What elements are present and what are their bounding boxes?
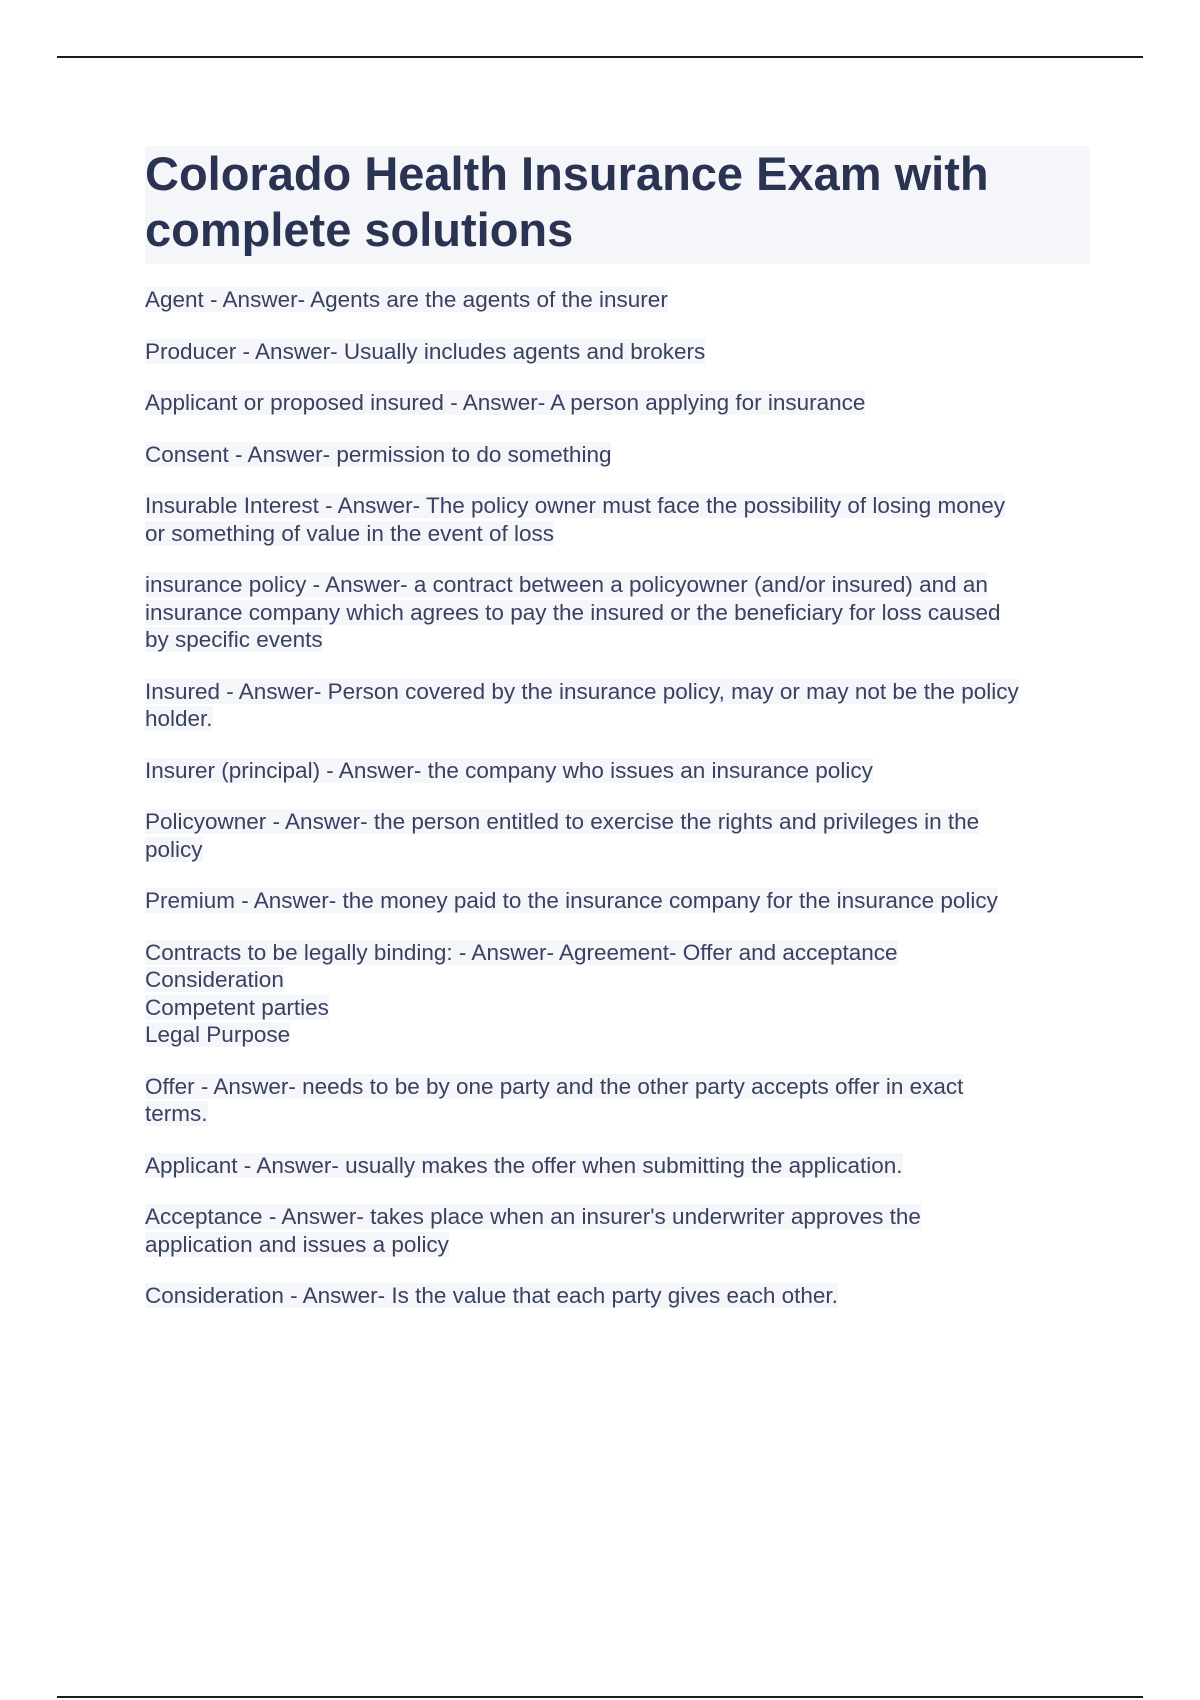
qa-item-text: insurance policy - Answer- a contract between a policyowner (and/or insured) and an insurance company which agrees to pay the insured or the beneficiary for loss caused by specific events	[145, 572, 1001, 652]
bottom-rule	[57, 1696, 1143, 1698]
qa-item	[145, 286, 1090, 314]
qa-item-text: Policyowner - Answer- the person entitled to exercise the rights and privileges in the policy	[145, 809, 980, 862]
document-body	[145, 146, 1090, 1334]
qa-item	[145, 678, 1090, 733]
qa-item	[145, 1282, 1090, 1310]
qa-item-text: Applicant or proposed insured - Answer- A person applying for insurance	[145, 390, 866, 415]
qa-item	[145, 441, 1090, 469]
qa-item	[145, 338, 1090, 366]
qa-item-text: Producer - Answer- Usually includes agents and brokers	[145, 338, 706, 364]
qa-item	[145, 389, 1090, 417]
qa-item	[145, 492, 1090, 547]
qa-item	[145, 808, 1090, 863]
qa-item-text: Premium - Answer- the money paid to the insurance company for the insurance policy	[145, 888, 998, 913]
qa-item-text: Contracts to be legally binding: - Answer- Agreement- Offer and acceptance Consideration Competent parties Legal Purpose	[145, 939, 898, 1047]
qa-item-text: Insured - Answer- Person covered by the insurance policy, may or may not be the policy holder.	[145, 678, 1019, 731]
qa-item	[145, 571, 1090, 654]
qa-item	[145, 1152, 1090, 1180]
qa-list	[145, 286, 1090, 1310]
qa-item-text: Offer - Answer- needs to be by one party and the other party accepts offer in exact terms.	[145, 1073, 964, 1126]
qa-item-text: Agent - Answer- Agents are the agents of the insurer	[145, 287, 668, 312]
top-rule	[57, 56, 1143, 58]
qa-item	[145, 887, 1090, 915]
qa-item-text: Consent - Answer- permission to do something	[145, 441, 612, 467]
qa-item	[145, 939, 1090, 1049]
qa-item	[145, 1203, 1090, 1258]
qa-item-text: Consideration - Answer- Is the value that each party gives each other.	[145, 1283, 838, 1308]
qa-item-text: Applicant - Answer- usually makes the offer when submitting the application.	[145, 1152, 903, 1178]
qa-item	[145, 757, 1090, 785]
qa-item	[145, 1073, 1090, 1128]
document-title: Colorado Health Insurance Exam with complete solutions	[145, 146, 1090, 264]
qa-item-text: Insurer (principal) - Answer- the company who issues an insurance policy	[145, 757, 873, 783]
qa-item-text: Insurable Interest - Answer- The policy owner must face the possibility of losing money or something of value in the event of loss	[145, 493, 1005, 546]
qa-item-text: Acceptance - Answer- takes place when an insurer's underwriter approves the application and issues a policy	[145, 1204, 921, 1257]
